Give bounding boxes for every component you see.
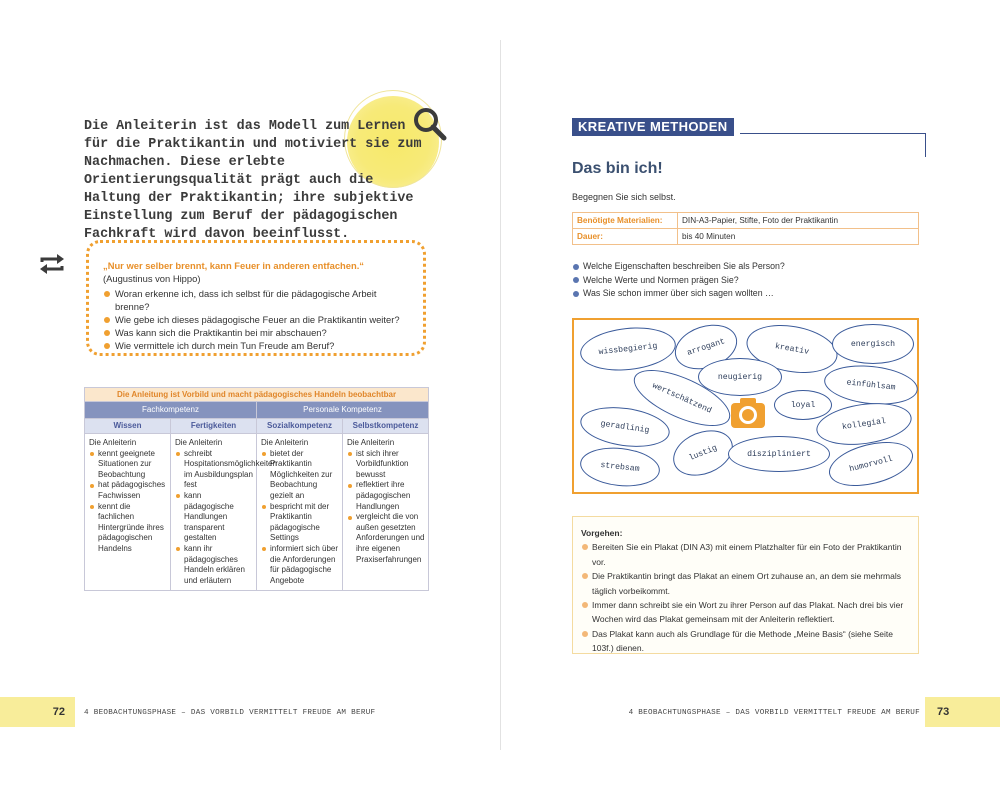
word-bubble: neugierig	[698, 358, 782, 396]
cell-lead: Die Anleiterin	[175, 438, 223, 447]
table-row	[573, 229, 919, 245]
word-bubble: humorvoll	[824, 434, 917, 494]
table-row	[573, 213, 919, 229]
word-bubble: loyal	[774, 390, 832, 420]
procedure-box	[572, 516, 919, 654]
running-head-right: 4 BEOBACHTUNGSPHASE – DAS VORBILD VERMITTELT FREUDE AM BERUF	[628, 709, 920, 717]
intro-text: Die Anleiterin ist das Modell zum Lernen für die Praktikantin und motiviert sie zum Nachmachen. Diese erlebte Orientierungsqualität prägt auch die Haltung der Praktikantin; ihre subjektive Einstellung zum Beruf der pädagogischen Fachkraft wird davon beeinflusst.	[84, 119, 422, 242]
list-item: Das Plakat kann auch als Grundlage für die Methode „Meine Basis“ (siehe Seite 103f.) dienen.	[581, 627, 909, 656]
word-bubble: wertschätzend	[626, 359, 737, 438]
cycle-icon	[38, 250, 66, 278]
list-item: informiert sich über die Anforderungen für pädagogische Angebote	[261, 544, 339, 586]
word-bubble: wissbegierig	[578, 323, 678, 375]
search-icon	[410, 104, 450, 144]
materials-key: Benötigte Materialien:	[573, 213, 678, 229]
table-subheader: Selbstkompetenz	[343, 419, 429, 434]
quote-box	[86, 240, 426, 356]
quote-questions	[103, 287, 411, 352]
list-item: Wie gebe ich dieses pädagogische Feuer an die Praktikantin weiter?	[103, 313, 411, 326]
table-subheader: Sozialkompetenz	[257, 419, 343, 434]
word-bubble: arrogant	[669, 317, 743, 377]
list-item: Wie vermittele ich durch mein Tun Freude am Beruf?	[103, 339, 411, 352]
table-subheader: Fertigkeiten	[171, 419, 257, 434]
cell-lead: Die Anleiterin	[347, 438, 395, 447]
table-group-header: Personale Kompetenz	[257, 402, 429, 419]
duration-value: bis 40 Minuten	[678, 229, 919, 245]
materials-value: DIN-A3-Papier, Stifte, Foto der Praktikantin	[678, 213, 919, 229]
table-cell	[257, 434, 343, 591]
page-number-left: 72	[52, 706, 65, 718]
cell-lead: Die Anleiterin	[261, 438, 309, 447]
list-item: Was Sie schon immer über sich sagen wollten …	[572, 287, 785, 301]
section-rule	[740, 133, 926, 134]
running-head-left: 4 BEOBACHTUNGSPHASE – DAS VORBILD VERMITTELT FREUDE AM BERUF	[84, 709, 376, 717]
page-number-block-right	[925, 697, 1000, 727]
list-item: kann ihr pädagogisches Handeln erklären und erläutern	[175, 544, 253, 586]
list-item: vergleicht die von außen gesetzten Anforderungen und ihre eigenen Praxiserfahrungen	[347, 512, 425, 565]
word-bubble: lustig	[666, 422, 739, 484]
procedure-heading: Vorgehen:	[581, 528, 623, 538]
word-bubble: strebsam	[578, 444, 662, 490]
question-list	[572, 260, 785, 301]
duration-key: Dauer:	[573, 229, 678, 245]
quote-line	[103, 259, 411, 285]
list-item: Woran erkenne ich, dass ich selbst für die pädagogische Arbeit brenne?	[103, 287, 411, 313]
word-bubble: geradlinig	[578, 402, 672, 452]
word-bubble: energisch	[832, 324, 914, 364]
cell-lead: Die Anleiterin	[89, 438, 137, 447]
list-item: schreibt Hospitationsmöglichkeiten im Ausbildungsplan fest	[175, 449, 253, 491]
page-title: Das bin ich!	[572, 160, 663, 177]
table-cell	[85, 434, 171, 591]
word-bubble: kreativ	[743, 318, 842, 379]
quote-text: „Nur wer selber brennt, kann Feuer in anderen entfachen.“	[103, 260, 364, 271]
word-bubble: einfühlsam	[822, 361, 919, 409]
list-item: bespricht mit der Praktikantin pädagogische Settings	[261, 502, 339, 544]
table-group-header: Fachkompetenz	[85, 402, 257, 419]
list-item: Die Praktikantin bringt das Plakat an einem Ort zuhause an, an dem sie mehrmals täglich vorbeikommt.	[581, 569, 909, 598]
list-item: Welche Werte und Normen prägen Sie?	[572, 274, 785, 288]
page-number-right: 73	[937, 706, 950, 718]
table-caption: Die Anleitung ist Vorbild und macht pädagogisches Handeln beobachtbar	[85, 388, 429, 402]
list-item: Immer dann schreibt sie ein Wort zu ihrer Person auf das Plakat. Nach drei bis vier Wochen wird das Plakat gemeinsam mit der Anleiterin reflektiert.	[581, 598, 909, 627]
list-item: kennt geeignete Situationen zur Beobachtung	[89, 449, 167, 481]
list-item: Was kann sich die Praktikantin bei mir abschauen?	[103, 326, 411, 339]
word-bubble: kollegial	[814, 398, 915, 451]
page-number-block-left	[0, 697, 75, 727]
section-rule-end	[925, 133, 926, 157]
list-item: ist sich ihrer Vorbildfunktion bewusst	[347, 449, 425, 481]
competence-table	[84, 387, 429, 591]
list-item: reflektiert ihre pädagogischen Handlungen	[347, 480, 425, 512]
word-bubble: diszipliniert	[728, 436, 830, 472]
camera-icon	[729, 396, 767, 430]
table-cell	[343, 434, 429, 591]
list-item: Bereiten Sie ein Plakat (DIN A3) mit einem Platzhalter für ein Foto der Praktikantin vor.	[581, 540, 909, 569]
method-intro: Begegnen Sie sich selbst.	[572, 192, 676, 202]
list-item: hat pädagogisches Fachwissen	[89, 480, 167, 501]
materials-table	[572, 212, 919, 245]
list-item: kennt die fachlichen Hintergründe ihres pädagogischen Handelns	[89, 502, 167, 555]
list-item: Welche Eigenschaften beschreiben Sie als Person?	[572, 260, 785, 274]
page-fold	[500, 40, 501, 750]
list-item: kann pädagogische Handlungen transparent gestalten	[175, 491, 253, 544]
list-item: bietet der Praktikantin Möglichkeiten zur Beobachtung gezielt an	[261, 449, 339, 502]
table-subheader: Wissen	[85, 419, 171, 434]
poster-illustration	[572, 318, 919, 494]
section-label: KREATIVE METHODEN	[572, 118, 734, 136]
table-cell	[171, 434, 277, 591]
quote-source: (Augustinus von Hippo)	[103, 273, 201, 284]
